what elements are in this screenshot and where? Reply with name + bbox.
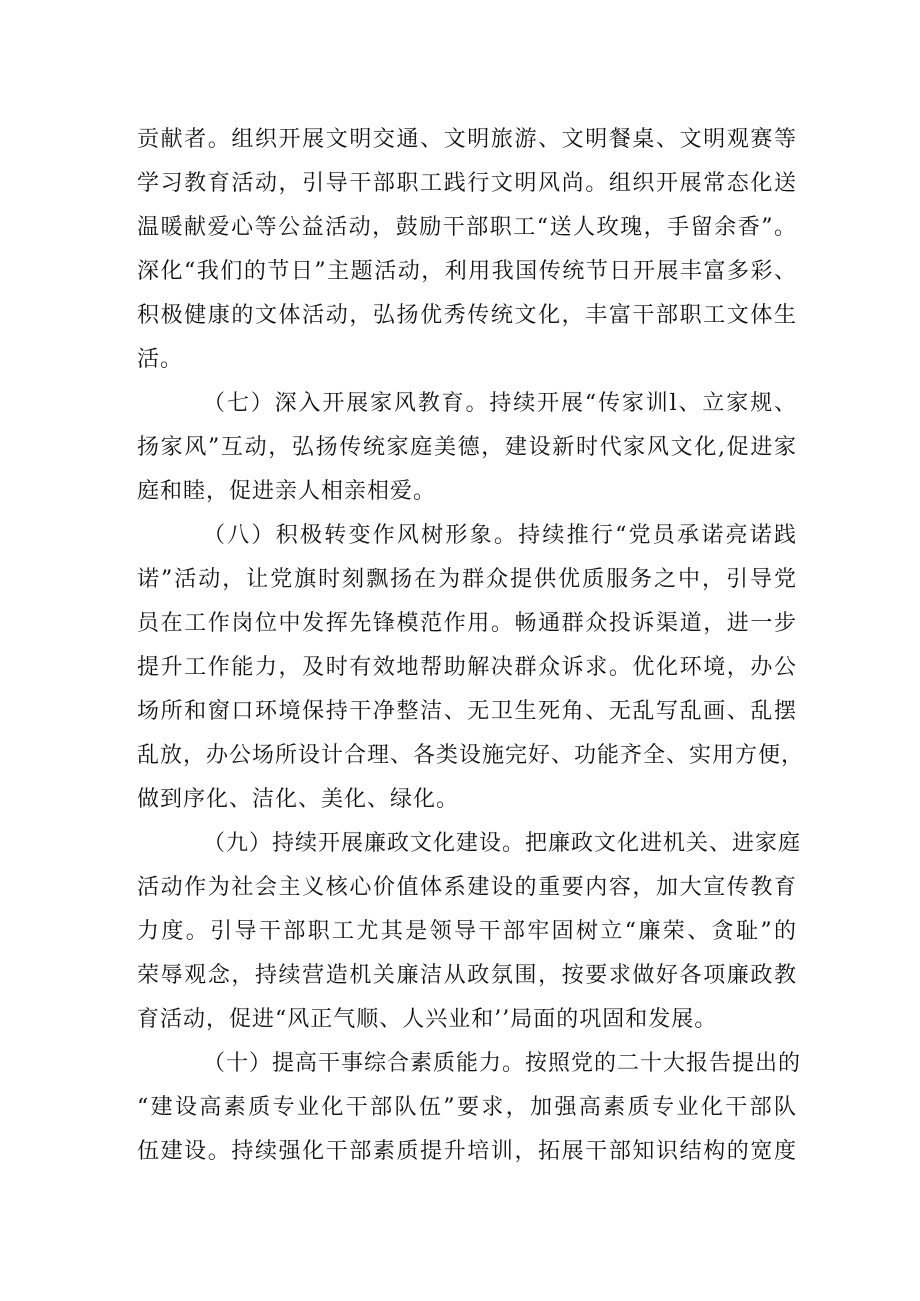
- paragraph-section-7-family-education: [137, 382, 797, 514]
- text-line: 学习教育活动，引导干部职工践行文明风尚。组织开展常态化送: [137, 171, 797, 196]
- paragraph-section-8-work-style: [137, 514, 805, 822]
- text-line: （八）积极转变作风树形象。持续推行“党员承诺亮诺践: [203, 523, 797, 548]
- text-line: 育活动，促进“风正气顺、人兴业和’’局面的巩固和发展。: [137, 1007, 718, 1032]
- paragraph-section-9-integrity-culture: [137, 822, 802, 1042]
- text-line: 深化“我们的节日”主题活动，利用我国传统节日开展丰富多彩、: [137, 259, 797, 284]
- text-line: 扬家风”互动，弘扬传统家庭美德，建设新时代家风文化,促进家: [137, 435, 797, 460]
- text-line: （十）提高干事综合素质能力。按照党的二十大报告提出的: [203, 1051, 802, 1076]
- text-line: 活。: [137, 347, 184, 372]
- text-line: 庭和睦，促进亲人相亲相爱。: [137, 479, 437, 504]
- paragraph-civilization-activities: [137, 118, 797, 382]
- text-line: （九）持续开展廉政文化建设。把廉政文化进机关、进家庭: [203, 831, 802, 856]
- text-line: 诺”活动，让党旗时刻飘扬在为群众提供优质服务之中，引导党: [137, 567, 797, 592]
- text-line: 提升工作能力，及时有效地帮助解决群众诉求。优化环境，办公: [137, 655, 797, 680]
- text-line: 场所和窗口环境保持干净整洁、无卫生死角、无乱写乱画、乱摆: [137, 699, 797, 724]
- text-line: 荣辱观念，持续营造机关廉洁从政氛围，按要求做好各项廉政教: [137, 963, 797, 988]
- text-line: 伍建设。持续强化干部素质提升培训，拓展干部知识结构的宽度: [137, 1139, 797, 1164]
- text-line: 活动作为社会主义核心价值体系建设的重要内容，加大宣传教育: [137, 875, 797, 900]
- document-body: [137, 118, 805, 1174]
- text-line: 贡献者。组织开展文明交通、文明旅游、文明餐桌、文明观赛等: [137, 127, 797, 152]
- text-line: （七）深入开展家风教育。持续开展“传家训l、立家规、: [203, 391, 797, 416]
- text-line: 积极健康的文体活动，弘扬优秀传统文化，丰富干部职工文体生: [137, 303, 797, 328]
- text-line: 做到序化、洁化、美化、绿化。: [137, 787, 460, 812]
- text-line: 力度。引导干部职工尤其是领导干部牢固树立“廉荣、贪耻”的: [137, 919, 797, 944]
- text-line: 乱放，办公场所设计合理、各类设施完好、功能齐全、实用方便，: [137, 743, 805, 768]
- text-line: 员在工作岗位中发挥先锋模范作用。畅通群众投诉渠道，进一步: [137, 611, 797, 636]
- text-line: “建设高素质专业化干部队伍”要求，加强高素质专业化干部队: [137, 1095, 797, 1120]
- paragraph-section-10-cadre-quality: [137, 1042, 802, 1174]
- text-line: 温暖献爱心等公益活动，鼓励干部职工“送人玫瑰，手留余香”。: [137, 215, 797, 240]
